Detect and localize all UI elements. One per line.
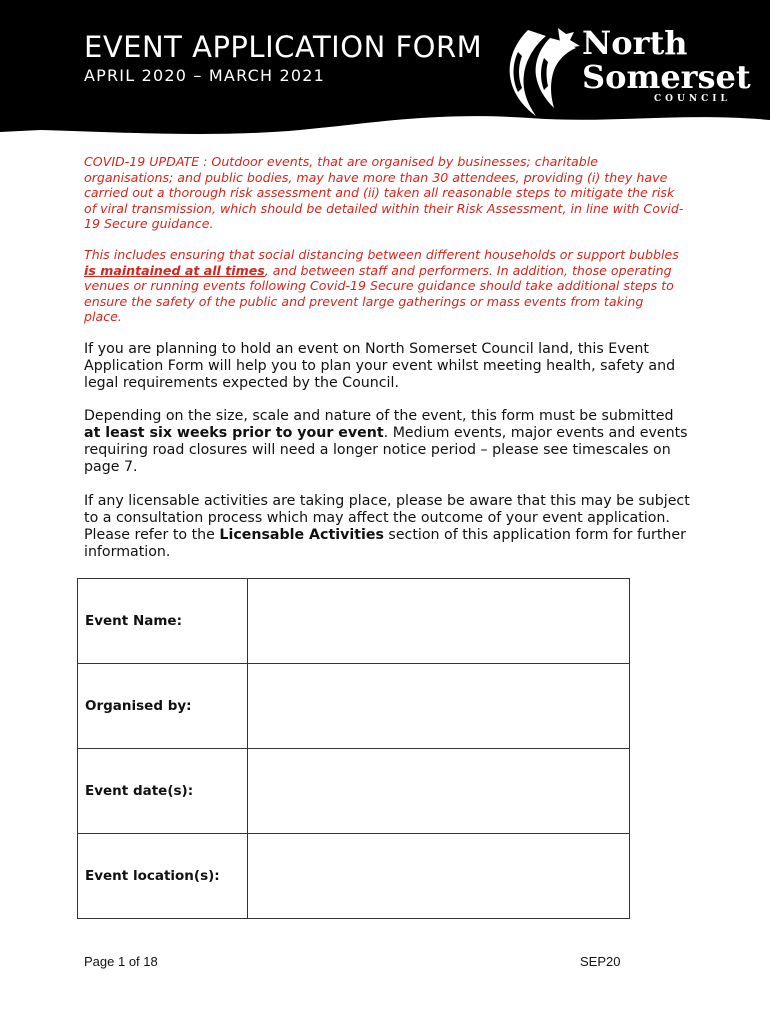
table-row — [78, 749, 630, 834]
event-dates-label: Event date(s): — [78, 749, 248, 834]
intro-paragraph: If you are planning to hold an event on North Somerset Council land, this Event Application Form will help you to plan your event whilst meeting health, safety and legal requirements expected by the Council. — [84, 341, 676, 391]
licensable-text-a: If any licensable activities are taking place, please be aware that this may be subject to a consultation process which may affect the outcome of your event application. Please refer to the — [84, 493, 690, 543]
licensable-emphasis: Licensable Activities — [219, 527, 384, 543]
table-row — [78, 579, 630, 664]
logo-text-north: North — [582, 24, 688, 62]
page-number: Page 1 of 18 — [84, 954, 158, 969]
event-name-field[interactable] — [248, 579, 630, 664]
covid-distancing-text-b: , and between staff and performers. In addition, those operating venues or running events following Covid-19 Secure guidance should take additional steps to ensure the safety of the public and prevent large gatherings or mass events from taking place. — [84, 262, 674, 325]
licensable-paragraph — [84, 493, 694, 561]
covid-distancing-emphasis: is maintained at all times — [84, 262, 265, 278]
covid-distancing-paragraph — [84, 247, 684, 325]
form-title: EVENT APPLICATION FORM — [84, 30, 483, 64]
event-locations-label: Event location(s): — [78, 834, 248, 919]
council-logo-icon — [500, 24, 582, 120]
logo-text-somerset: Somerset — [582, 58, 751, 96]
table-row — [78, 834, 630, 919]
page-header — [0, 0, 770, 140]
document-code: SEP20 — [580, 954, 621, 969]
logo-text-council: COUNCIL — [654, 94, 731, 104]
form-period: APRIL 2020 – MARCH 2021 — [84, 66, 325, 85]
organised-by-label: Organised by: — [78, 664, 248, 749]
deadline-paragraph — [84, 408, 694, 476]
deadline-text-a: Depending on the size, scale and nature of the event, this form must be submitted — [84, 408, 674, 424]
licensable-text-b: section of this application form for further information. — [84, 527, 686, 560]
table-row — [78, 664, 630, 749]
event-details-table — [77, 578, 630, 919]
deadline-text-b: . Medium events, major events and events requiring road closures will need a longer notice period – please see timescales on page 7. — [84, 425, 688, 475]
organised-by-field[interactable] — [248, 664, 630, 749]
event-name-label: Event Name: — [78, 579, 248, 664]
event-locations-field[interactable] — [248, 834, 630, 919]
covid-distancing-text-a: This includes ensuring that social distancing between different households or support bubbles — [84, 247, 679, 262]
covid-update-paragraph: COVID-19 UPDATE : Outdoor events, that are organised by businesses; charitable organisations; and public bodies, may have more than 30 attendees, providing (i) they have carried out a thorough risk assessment and (ii) taken all reasonable steps to mitigate the risk of viral transmission, which should be detailed within their Risk Assessment, in line with Covid-19 Secure guidance. — [84, 154, 684, 232]
deadline-emphasis: at least six weeks prior to your event — [84, 425, 384, 441]
event-dates-field[interactable] — [248, 749, 630, 834]
